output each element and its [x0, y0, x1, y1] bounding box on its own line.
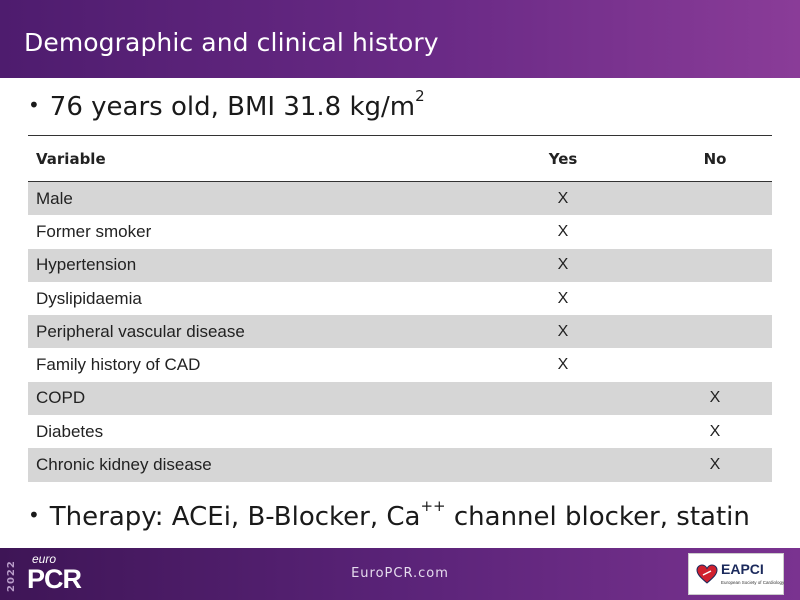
- slide-header: [0, 0, 800, 78]
- footer-year: 2022: [6, 560, 17, 592]
- cell-variable: COPD: [36, 388, 86, 408]
- cell-variable: Diabetes: [36, 421, 104, 441]
- eapci-sub-label: European Society of Cardiology: [721, 580, 785, 585]
- bullet-therapy: [28, 497, 750, 532]
- table-row: [28, 348, 772, 381]
- bullet-therapy-text-a: Therapy: ACEi, B-Blocker, Ca: [49, 502, 421, 532]
- table-row: [28, 282, 772, 315]
- table-row: [28, 448, 772, 481]
- bullet-demographics: [28, 87, 425, 122]
- footer-url: EuroPCR.com: [351, 566, 449, 581]
- eapci-logo: [688, 553, 784, 595]
- slide-title: Demographic and clinical history: [24, 28, 439, 57]
- table-row: [28, 382, 772, 415]
- bullet-demographics-text: 76 years old, BMI 31.8 kg/m: [49, 92, 416, 122]
- clinical-history-table: [28, 135, 772, 482]
- eapci-label: EAPCI: [721, 561, 764, 577]
- europcr-logo-pcr: PCR: [27, 564, 82, 594]
- cell-yes: X: [557, 289, 569, 307]
- bullet-therapy-sup: ++: [420, 497, 446, 516]
- cell-variable: Hypertension: [36, 255, 137, 275]
- bullet-demographics-sup: 2: [415, 87, 425, 106]
- bullet-therapy-text-b: channel blocker, statin: [445, 502, 750, 532]
- cell-no: X: [709, 422, 721, 440]
- cell-yes: X: [557, 256, 569, 274]
- table-row: [28, 182, 772, 215]
- cell-yes: X: [557, 356, 569, 374]
- cell-variable: Family history of CAD: [36, 355, 201, 375]
- cell-variable: Peripheral vascular disease: [36, 321, 245, 341]
- cell-variable: Male: [36, 188, 73, 208]
- cell-yes: X: [557, 222, 569, 240]
- cell-no: X: [709, 389, 721, 407]
- header-yes: Yes: [548, 149, 578, 168]
- table-row: [28, 415, 772, 448]
- cell-yes: X: [557, 189, 569, 207]
- table-row: [28, 315, 772, 348]
- cell-variable: Former smoker: [36, 221, 152, 241]
- cell-variable: Chronic kidney disease: [36, 455, 212, 475]
- header-variable: Variable: [36, 149, 106, 168]
- heart-icon: [695, 562, 719, 586]
- bullet-dot-icon: •: [28, 93, 40, 117]
- table-header-row: [28, 135, 772, 182]
- slide-footer: [0, 548, 800, 600]
- cell-yes: X: [557, 322, 569, 340]
- cell-no: X: [709, 456, 721, 474]
- table-row: [28, 249, 772, 282]
- bullet-dot-icon: •: [28, 503, 40, 527]
- cell-variable: Dyslipidaemia: [36, 288, 142, 308]
- europcr-logo-euro: euro: [32, 552, 57, 566]
- table-row: [28, 215, 772, 248]
- header-no: No: [703, 149, 727, 168]
